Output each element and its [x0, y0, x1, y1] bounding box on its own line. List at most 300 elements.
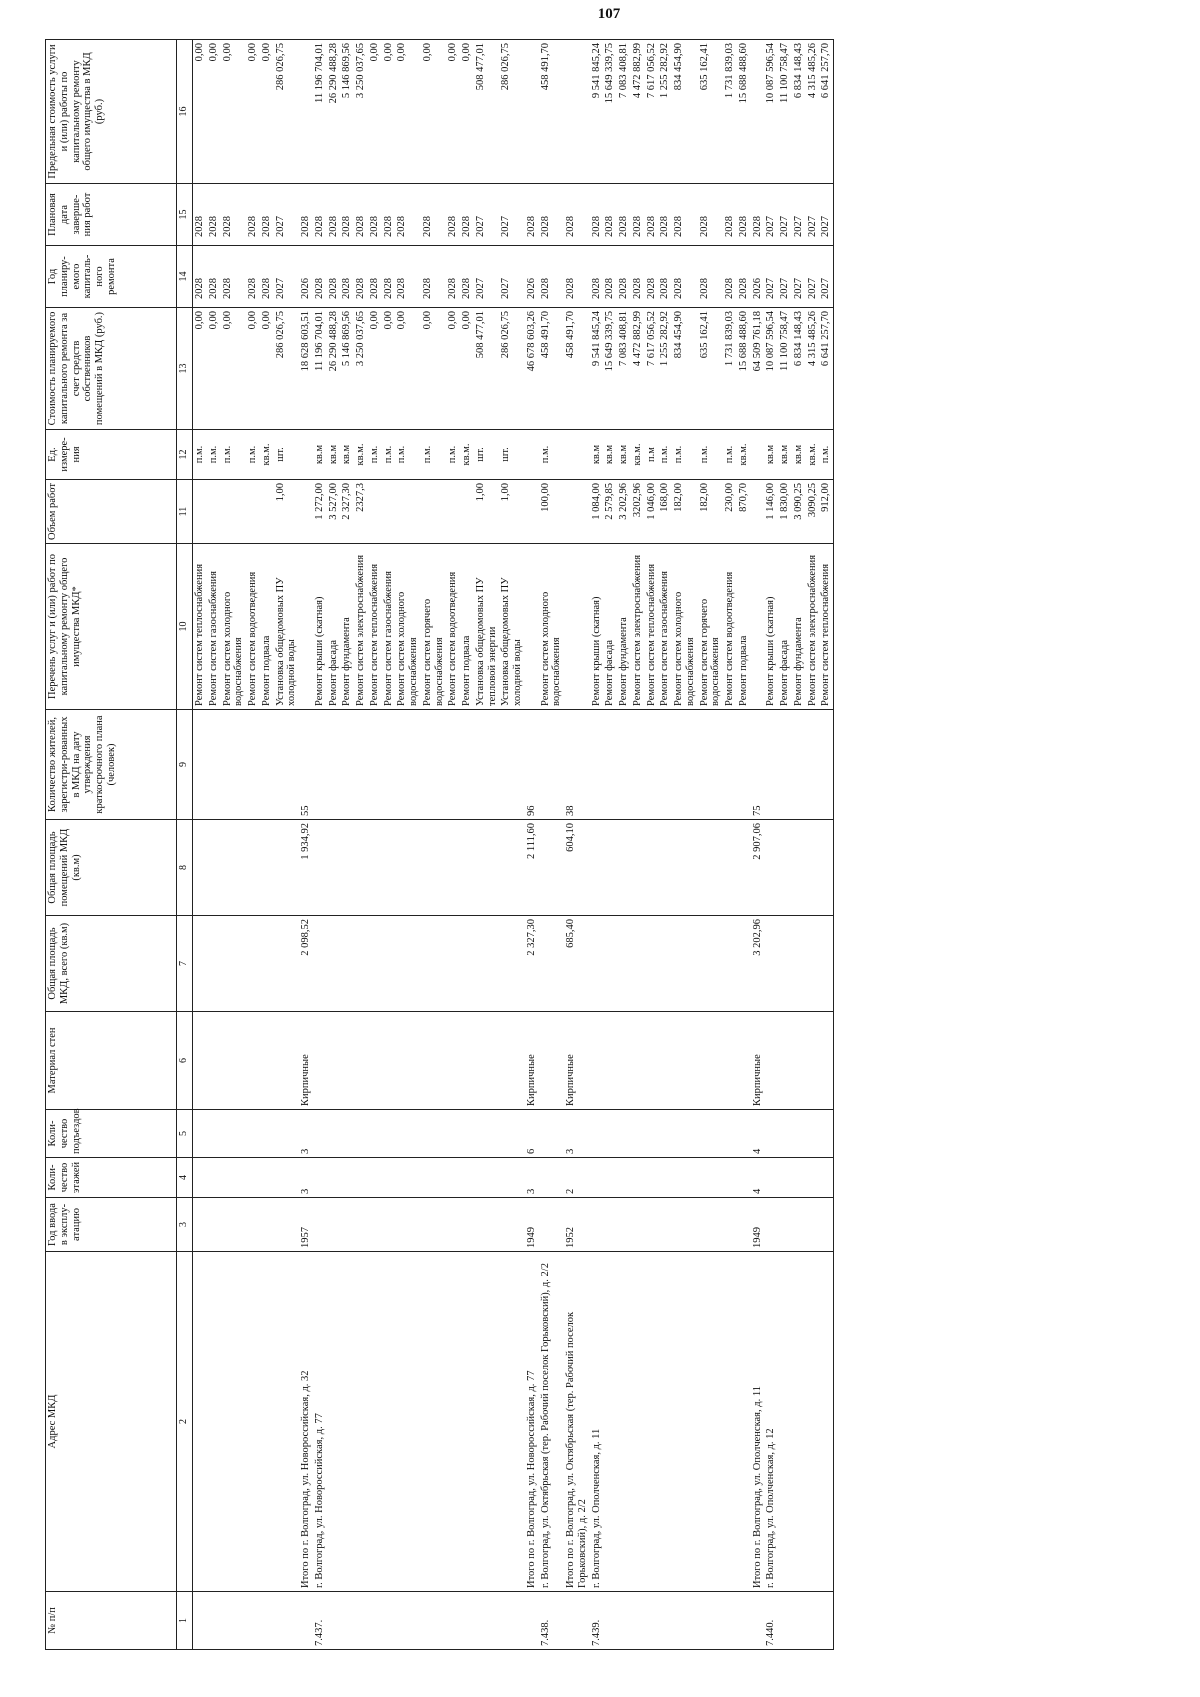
cell-col-5: [193, 1110, 207, 1158]
cell-col-12: кв.м: [778, 430, 792, 480]
cell-col-11: 1 272,00: [313, 480, 327, 544]
cell-col-11: 2 579,85: [603, 480, 617, 544]
cell-col-9: [603, 710, 617, 820]
cell-col-13: 0,00: [460, 308, 474, 430]
cell-col-11: [207, 480, 221, 544]
cell-col-8: 2 111,60: [525, 820, 539, 916]
cell-col-7: [274, 916, 300, 1012]
cell-col-3: [792, 1198, 806, 1252]
cell-col-6: [382, 1012, 396, 1110]
cell-col-6: [421, 1012, 447, 1110]
table-row: [221, 40, 247, 1650]
cell-col-3: [474, 1198, 500, 1252]
cell-col-7: [460, 916, 474, 1012]
cell-col-16: 4 472 882,99: [631, 40, 645, 184]
cell-col-2: [354, 1252, 368, 1592]
cell-col-2: [672, 1252, 698, 1592]
cell-col-15: 2028: [193, 184, 207, 246]
cell-col-11: 3090,25: [806, 480, 820, 544]
cell-col-6: [460, 1012, 474, 1110]
cell-col-4: [792, 1158, 806, 1198]
cell-col-4: [354, 1158, 368, 1198]
cell-col-1: 7.438.: [539, 1592, 565, 1650]
cell-col-10: Ремонт фундамента: [617, 544, 631, 710]
cell-col-7: [395, 916, 421, 1012]
table-row: [274, 40, 300, 1650]
cell-col-3: [395, 1198, 421, 1252]
cell-col-11: 870,70: [737, 480, 751, 544]
cell-col-14: 2028: [327, 246, 341, 308]
table-row: [499, 40, 525, 1650]
cell-col-1: [260, 1592, 274, 1650]
cell-col-5: [590, 1110, 604, 1158]
cell-col-11: [260, 480, 274, 544]
cell-col-3: [382, 1198, 396, 1252]
cell-col-7: [672, 916, 698, 1012]
cell-col-1: [474, 1592, 500, 1650]
cell-col-1: [246, 1592, 260, 1650]
cell-col-9: [590, 710, 604, 820]
column-number: 13: [177, 308, 193, 430]
cell-col-4: [260, 1158, 274, 1198]
cell-col-13: 0,00: [260, 308, 274, 430]
cell-col-2: г. Волгоград, ул. Новороссийская, д. 77: [313, 1252, 327, 1592]
cell-col-11: 3 527,00: [327, 480, 341, 544]
cell-col-9: [421, 710, 447, 820]
cell-col-13: 834 454,90: [672, 308, 698, 430]
table-row: [806, 40, 820, 1650]
cell-col-11: 1 084,00: [590, 480, 604, 544]
cell-col-14: 2027: [499, 246, 525, 308]
cell-col-11: 3202,96: [631, 480, 645, 544]
cell-col-9: [698, 710, 724, 820]
cell-col-13: 3 250 037,65: [354, 308, 368, 430]
cell-col-3: [819, 1198, 833, 1252]
cell-col-4: [382, 1158, 396, 1198]
cell-col-3: 1949: [751, 1198, 765, 1252]
cell-col-14: 2028: [313, 246, 327, 308]
cell-col-11: [751, 480, 765, 544]
cell-col-5: [603, 1110, 617, 1158]
cell-col-12: кв.м: [603, 430, 617, 480]
cell-col-8: [539, 820, 565, 916]
cell-col-9: [499, 710, 525, 820]
cell-col-14: 2028: [207, 246, 221, 308]
cell-col-13: 6 834 148,43: [792, 308, 806, 430]
cell-col-2: [474, 1252, 500, 1592]
cell-col-4: 4: [751, 1158, 765, 1198]
cell-col-10: Ремонт подвала: [260, 544, 274, 710]
cell-col-14: 2027: [764, 246, 778, 308]
cell-col-3: [737, 1198, 751, 1252]
cell-col-10: Ремонт подвала: [460, 544, 474, 710]
cell-col-16: 0,00: [193, 40, 207, 184]
cell-col-13: 0,00: [421, 308, 447, 430]
cell-col-10: Установка общедомовых ПУ тепловой энергии: [474, 544, 500, 710]
header-col-6: Материал стен: [46, 1012, 177, 1110]
cell-col-8: [460, 820, 474, 916]
cell-col-14: 2028: [539, 246, 565, 308]
cell-col-5: [778, 1110, 792, 1158]
cell-col-7: [446, 916, 460, 1012]
cell-col-16: [564, 40, 590, 184]
cell-col-16: 0,00: [246, 40, 260, 184]
table-row: [658, 40, 672, 1650]
cell-col-15: 2028: [354, 184, 368, 246]
cell-col-16: 0,00: [421, 40, 447, 184]
cell-col-9: [274, 710, 300, 820]
cell-col-15: 2028: [221, 184, 247, 246]
cell-col-11: 230,00: [723, 480, 737, 544]
cell-col-12: п.м.: [382, 430, 396, 480]
cell-col-15: 2028: [299, 184, 313, 246]
cell-col-2: [221, 1252, 247, 1592]
cell-col-10: [525, 544, 539, 710]
cell-col-11: [460, 480, 474, 544]
cell-col-9: [723, 710, 737, 820]
cell-col-4: [499, 1158, 525, 1198]
cell-col-1: 7.439.: [590, 1592, 604, 1650]
cell-col-14: 2027: [474, 246, 500, 308]
cell-col-13: 18 628 603,51: [299, 308, 313, 430]
cell-col-11: 1,00: [274, 480, 300, 544]
cell-col-7: [590, 916, 604, 1012]
cell-col-2: [207, 1252, 221, 1592]
cell-col-6: Кирпичные: [564, 1012, 590, 1110]
cell-col-4: [723, 1158, 737, 1198]
cell-col-15: 2028: [603, 184, 617, 246]
cell-col-12: п.м.: [819, 430, 833, 480]
cell-col-9: [395, 710, 421, 820]
cell-col-2: [460, 1252, 474, 1592]
cell-col-9: [645, 710, 659, 820]
cell-col-7: [313, 916, 327, 1012]
cell-col-2: [819, 1252, 833, 1592]
column-number: 15: [177, 184, 193, 246]
table-row: [539, 40, 565, 1650]
cell-col-15: 2027: [778, 184, 792, 246]
cell-col-16: [299, 40, 313, 184]
table-row: [617, 40, 631, 1650]
cell-col-9: [260, 710, 274, 820]
cell-col-4: [274, 1158, 300, 1198]
cell-col-6: [260, 1012, 274, 1110]
cell-col-12: п.м.: [672, 430, 698, 480]
cell-col-4: [246, 1158, 260, 1198]
cell-col-15: 2028: [446, 184, 460, 246]
cell-col-5: 6: [525, 1110, 539, 1158]
cell-col-10: Установка общедомовых ПУ холодной воды: [274, 544, 300, 710]
cell-col-15: 2028: [207, 184, 221, 246]
cell-col-8: [382, 820, 396, 916]
cell-col-8: 1 934,92: [299, 820, 313, 916]
cell-col-2: [340, 1252, 354, 1592]
header-col-12: Ед. измере-ния: [46, 430, 177, 480]
table-row: [421, 40, 447, 1650]
cell-col-15: 2028: [698, 184, 724, 246]
cell-col-2: [737, 1252, 751, 1592]
cell-col-12: шт.: [274, 430, 300, 480]
table-row: [354, 40, 368, 1650]
cell-col-10: Ремонт систем холодного водоснабжения: [221, 544, 247, 710]
cell-col-15: 2028: [525, 184, 539, 246]
cell-col-6: [819, 1012, 833, 1110]
cell-col-4: [340, 1158, 354, 1198]
cell-col-2: [631, 1252, 645, 1592]
cell-col-9: [246, 710, 260, 820]
cell-col-13: 10 087 596,54: [764, 308, 778, 430]
cell-col-5: [246, 1110, 260, 1158]
cell-col-10: Ремонт систем газоснабжения: [382, 544, 396, 710]
cell-col-4: 2: [564, 1158, 590, 1198]
cell-col-10: Ремонт фундамента: [792, 544, 806, 710]
cell-col-9: 75: [751, 710, 765, 820]
cell-col-10: Ремонт систем водоотведения: [246, 544, 260, 710]
cell-col-4: [474, 1158, 500, 1198]
cell-col-1: 7.437.: [313, 1592, 327, 1650]
cell-col-5: [737, 1110, 751, 1158]
cell-col-8: [819, 820, 833, 916]
cell-col-9: [539, 710, 565, 820]
cell-col-8: [631, 820, 645, 916]
cell-col-11: [395, 480, 421, 544]
capital-repair-table: [45, 39, 834, 1650]
table-row: [603, 40, 617, 1650]
cell-col-13: 0,00: [221, 308, 247, 430]
cell-col-3: [313, 1198, 327, 1252]
cell-col-15: 2028: [672, 184, 698, 246]
cell-col-15: 2027: [499, 184, 525, 246]
cell-col-3: [698, 1198, 724, 1252]
cell-col-11: 2327,3: [354, 480, 368, 544]
cell-col-4: [806, 1158, 820, 1198]
column-number-row: [177, 40, 193, 1650]
column-number: 2: [177, 1252, 193, 1592]
cell-col-15: 2028: [539, 184, 565, 246]
header-col-11: Объем работ: [46, 480, 177, 544]
header-col-3: Год ввода в эксплу-атацию: [46, 1198, 177, 1252]
header-col-16: Предельная стоимость услуги и (или) работы по капитальному ремонту общего имущества в МКД (руб.): [46, 40, 177, 184]
cell-col-9: [368, 710, 382, 820]
cell-col-12: кв.м.: [354, 430, 368, 480]
cell-col-8: [806, 820, 820, 916]
cell-col-16: 508 477,01: [474, 40, 500, 184]
cell-col-13: 11 100 758,47: [778, 308, 792, 430]
cell-col-9: [672, 710, 698, 820]
cell-col-6: [368, 1012, 382, 1110]
header-col-7: Общая площадь МКД, всего (кв.м): [46, 916, 177, 1012]
cell-col-16: 0,00: [260, 40, 274, 184]
cell-col-14: 2028: [603, 246, 617, 308]
cell-col-5: [499, 1110, 525, 1158]
cell-col-15: 2028: [751, 184, 765, 246]
cell-col-14: 2028: [221, 246, 247, 308]
cell-col-7: [421, 916, 447, 1012]
cell-col-16: 6 834 148,43: [792, 40, 806, 184]
cell-col-8: [474, 820, 500, 916]
cell-col-9: [658, 710, 672, 820]
cell-col-15: 2028: [395, 184, 421, 246]
header-col-13: Стоимость планируемого капитального ремонта за счет средств собственников помещений в МКД (руб.): [46, 308, 177, 430]
cell-col-5: 3: [564, 1110, 590, 1158]
cell-col-7: [539, 916, 565, 1012]
header-col-5: Коли-чество подъездов: [46, 1110, 177, 1158]
cell-col-1: [460, 1592, 474, 1650]
cell-col-3: [499, 1198, 525, 1252]
cell-col-4: [590, 1158, 604, 1198]
cell-col-13: 15 688 488,60: [737, 308, 751, 430]
header-col-4: Коли-чество этажей: [46, 1158, 177, 1198]
cell-col-7: [260, 916, 274, 1012]
table-row: [313, 40, 327, 1650]
cell-col-7: 3 202,96: [751, 916, 765, 1012]
cell-col-8: [260, 820, 274, 916]
cell-col-16: 0,00: [382, 40, 396, 184]
cell-col-16: 11 196 704,01: [313, 40, 327, 184]
cell-col-8: [446, 820, 460, 916]
cell-col-2: [421, 1252, 447, 1592]
cell-col-14: 2027: [274, 246, 300, 308]
cell-col-16: 1 255 282,92: [658, 40, 672, 184]
cell-col-11: 1,00: [474, 480, 500, 544]
cell-col-10: Ремонт систем холодного водоснабжения: [672, 544, 698, 710]
column-number: 3: [177, 1198, 193, 1252]
cell-col-15: 2028: [260, 184, 274, 246]
cell-col-11: [446, 480, 460, 544]
cell-col-6: [792, 1012, 806, 1110]
cell-col-12: п.м.: [539, 430, 565, 480]
cell-col-7: [193, 916, 207, 1012]
cell-col-9: [617, 710, 631, 820]
cell-col-5: [395, 1110, 421, 1158]
cell-col-1: [723, 1592, 737, 1650]
cell-col-6: [474, 1012, 500, 1110]
cell-col-16: 0,00: [368, 40, 382, 184]
cell-col-16: 10 087 596,54: [764, 40, 778, 184]
cell-col-11: 1 046,00: [645, 480, 659, 544]
cell-col-16: 9 541 845,24: [590, 40, 604, 184]
cell-col-6: [778, 1012, 792, 1110]
cell-col-16: 0,00: [460, 40, 474, 184]
cell-col-13: 0,00: [368, 308, 382, 430]
table-row: [672, 40, 698, 1650]
cell-col-11: 912,00: [819, 480, 833, 544]
cell-col-6: [207, 1012, 221, 1110]
cell-col-13: 5 146 869,56: [340, 308, 354, 430]
cell-col-7: [792, 916, 806, 1012]
cell-col-13: 9 541 845,24: [590, 308, 604, 430]
cell-col-12: шт.: [499, 430, 525, 480]
cell-col-15: 2027: [819, 184, 833, 246]
cell-col-10: Ремонт систем газоснабжения: [207, 544, 221, 710]
cell-col-5: [645, 1110, 659, 1158]
cell-col-13: 458 491,70: [539, 308, 565, 430]
cell-col-6: [193, 1012, 207, 1110]
cell-col-13: 7 617 056,52: [645, 308, 659, 430]
cell-col-6: [603, 1012, 617, 1110]
cell-col-15: 2028: [590, 184, 604, 246]
cell-col-5: [260, 1110, 274, 1158]
cell-col-11: 168,00: [658, 480, 672, 544]
cell-col-3: [421, 1198, 447, 1252]
cell-col-11: 182,00: [698, 480, 724, 544]
cell-col-1: [421, 1592, 447, 1650]
cell-col-5: [819, 1110, 833, 1158]
cell-col-1: [806, 1592, 820, 1650]
cell-col-4: [395, 1158, 421, 1198]
cell-col-5: [313, 1110, 327, 1158]
cell-col-13: 0,00: [193, 308, 207, 430]
cell-col-8: [792, 820, 806, 916]
cell-col-1: [525, 1592, 539, 1650]
cell-col-3: 1957: [299, 1198, 313, 1252]
cell-col-5: 4: [751, 1110, 765, 1158]
cell-col-5: [274, 1110, 300, 1158]
cell-col-14: 2028: [421, 246, 447, 308]
cell-col-13: 64 509 761,18: [751, 308, 765, 430]
cell-col-15: 2028: [368, 184, 382, 246]
table-row: [327, 40, 341, 1650]
cell-col-12: п.м.: [395, 430, 421, 480]
cell-col-5: [474, 1110, 500, 1158]
cell-col-6: [354, 1012, 368, 1110]
cell-col-5: [698, 1110, 724, 1158]
cell-col-3: [764, 1198, 778, 1252]
cell-col-15: 2028: [645, 184, 659, 246]
cell-col-10: Ремонт систем газоснабжения: [658, 544, 672, 710]
cell-col-14: 2026: [299, 246, 313, 308]
cell-col-11: 100,00: [539, 480, 565, 544]
cell-col-8: [698, 820, 724, 916]
cell-col-6: Кирпичные: [299, 1012, 313, 1110]
cell-col-1: [617, 1592, 631, 1650]
cell-col-15: 2027: [764, 184, 778, 246]
cell-col-15: 2028: [327, 184, 341, 246]
cell-col-7: [698, 916, 724, 1012]
cell-col-14: 2028: [446, 246, 460, 308]
cell-col-9: [313, 710, 327, 820]
cell-col-7: [340, 916, 354, 1012]
cell-col-5: [446, 1110, 460, 1158]
cell-col-10: Ремонт фасада: [778, 544, 792, 710]
cell-col-12: кв.м.: [631, 430, 645, 480]
table-row: [395, 40, 421, 1650]
cell-col-1: [792, 1592, 806, 1650]
table-row: [340, 40, 354, 1650]
cell-col-7: [368, 916, 382, 1012]
cell-col-8: [207, 820, 221, 916]
cell-col-8: [645, 820, 659, 916]
cell-col-6: [698, 1012, 724, 1110]
cell-col-1: [299, 1592, 313, 1650]
cell-col-12: п.м.: [421, 430, 447, 480]
cell-col-15: 2028: [460, 184, 474, 246]
cell-col-14: 2028: [368, 246, 382, 308]
cell-col-5: [221, 1110, 247, 1158]
column-number: 5: [177, 1110, 193, 1158]
cell-col-3: [645, 1198, 659, 1252]
cell-col-2: [617, 1252, 631, 1592]
cell-col-13: 635 162,41: [698, 308, 724, 430]
column-number: 12: [177, 430, 193, 480]
cell-col-6: [737, 1012, 751, 1110]
cell-col-11: 1,00: [499, 480, 525, 544]
cell-col-14: 2028: [395, 246, 421, 308]
column-number: 10: [177, 544, 193, 710]
cell-col-3: [617, 1198, 631, 1252]
cell-col-4: [737, 1158, 751, 1198]
cell-col-12: п.м.: [368, 430, 382, 480]
